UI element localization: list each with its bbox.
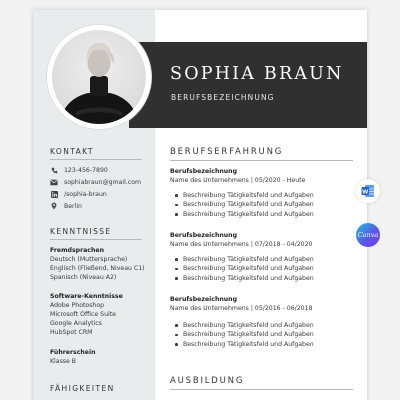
job-title: Berufsbezeichnung — [170, 168, 238, 175]
phone-icon — [50, 166, 58, 174]
job-bullet: Beschreibung Tätigkeitsfeld und Aufgaben — [175, 274, 314, 283]
word-download-button[interactable] — [356, 179, 380, 203]
contact-linkedin — [50, 190, 107, 198]
skills-divider — [50, 239, 142, 240]
job-title: Berufsbezeichnung — [170, 296, 238, 303]
location-pin-icon — [50, 202, 58, 210]
contact-location — [50, 202, 82, 210]
canva-open-button[interactable] — [356, 223, 380, 247]
job-company: Name des Unternehmens | 05/2016 - 06/2018 — [170, 305, 313, 312]
contact-email — [50, 178, 141, 186]
job-bullet: Beschreibung Tätigkeitsfeld und Aufgaben — [175, 321, 314, 330]
contact-email-text: sophiabraun@gmail.com — [64, 178, 142, 186]
job-bullet: Beschreibung Tätigkeitsfeld und Aufgaben — [175, 200, 314, 209]
language-item: Englisch (Fließend, Niveau C1) — [50, 265, 145, 272]
contact-location-text: Berlin — [64, 202, 82, 210]
contact-divider — [50, 159, 142, 160]
job-bullet: Beschreibung Tätigkeitsfeld und Aufgaben — [175, 340, 314, 349]
software-item: Google Analytics — [50, 320, 102, 327]
contact-linkedin-text: /sophia-braun — [64, 190, 107, 198]
job-company: Name des Unternehmens | 05/2020 - Heute — [170, 177, 306, 184]
canva-logo-icon: Canva — [357, 231, 379, 239]
job-title: Berufsbezeichnung — [170, 232, 238, 239]
job-bullets — [175, 191, 314, 219]
profile-portrait-icon — [52, 30, 146, 124]
job-bullet: Beschreibung Tätigkeitsfeld und Aufgaben — [175, 330, 314, 339]
email-icon — [50, 178, 58, 186]
job-bullet: Beschreibung Tätigkeitsfeld und Aufgaben — [175, 264, 314, 273]
contact-section-title: KONTAKT — [50, 147, 94, 156]
language-item: Deutsch (Muttersprache) — [50, 256, 128, 263]
software-item: Microsoft Office Suite — [50, 311, 116, 318]
job-bullet: Beschreibung Tätigkeitsfeld und Aufgaben — [175, 191, 314, 200]
cv-name: SOPHIA BRAUN — [170, 64, 344, 84]
job-bullets — [175, 321, 314, 349]
job-bullet: Beschreibung Tätigkeitsfeld und Aufgaben — [175, 255, 314, 264]
abilities-section-title: FÄHIGKEITEN — [50, 384, 115, 393]
cv-page — [33, 10, 367, 400]
word-icon — [361, 184, 375, 198]
experience-divider — [170, 160, 353, 161]
skills-section-title: KENNTNISSE — [50, 227, 112, 236]
job-company: Name des Unternehmens | 07/2018 - 04/2020 — [170, 241, 313, 248]
svg-text:W: W — [362, 189, 369, 196]
linkedin-icon — [50, 190, 58, 198]
job-bullet: Beschreibung Tätigkeitsfeld und Aufgaben — [175, 210, 314, 219]
language-item: Spanisch (Niveau A2) — [50, 274, 117, 281]
education-divider — [170, 389, 353, 390]
header-bar — [129, 42, 367, 128]
software-item: Adobe Photoshop — [50, 302, 105, 309]
license-item: Klasse B — [50, 358, 77, 365]
profile-photo — [52, 30, 146, 124]
education-section-title: AUSBILDUNG — [170, 376, 245, 386]
contact-phone — [50, 166, 108, 174]
software-heading: Software-Kenntnisse — [50, 293, 123, 300]
software-item: HubSpot CRM — [50, 329, 93, 336]
job-bullets — [175, 255, 314, 283]
license-heading: Führerschein — [50, 349, 96, 356]
contact-phone-text: 123-456-7890 — [64, 166, 108, 174]
cv-job-title: BERUFSBEZEICHNUNG — [171, 93, 275, 102]
experience-section-title: BERUFSERFAHRUNG — [170, 147, 284, 157]
languages-heading: Fremdsprachen — [50, 247, 104, 254]
